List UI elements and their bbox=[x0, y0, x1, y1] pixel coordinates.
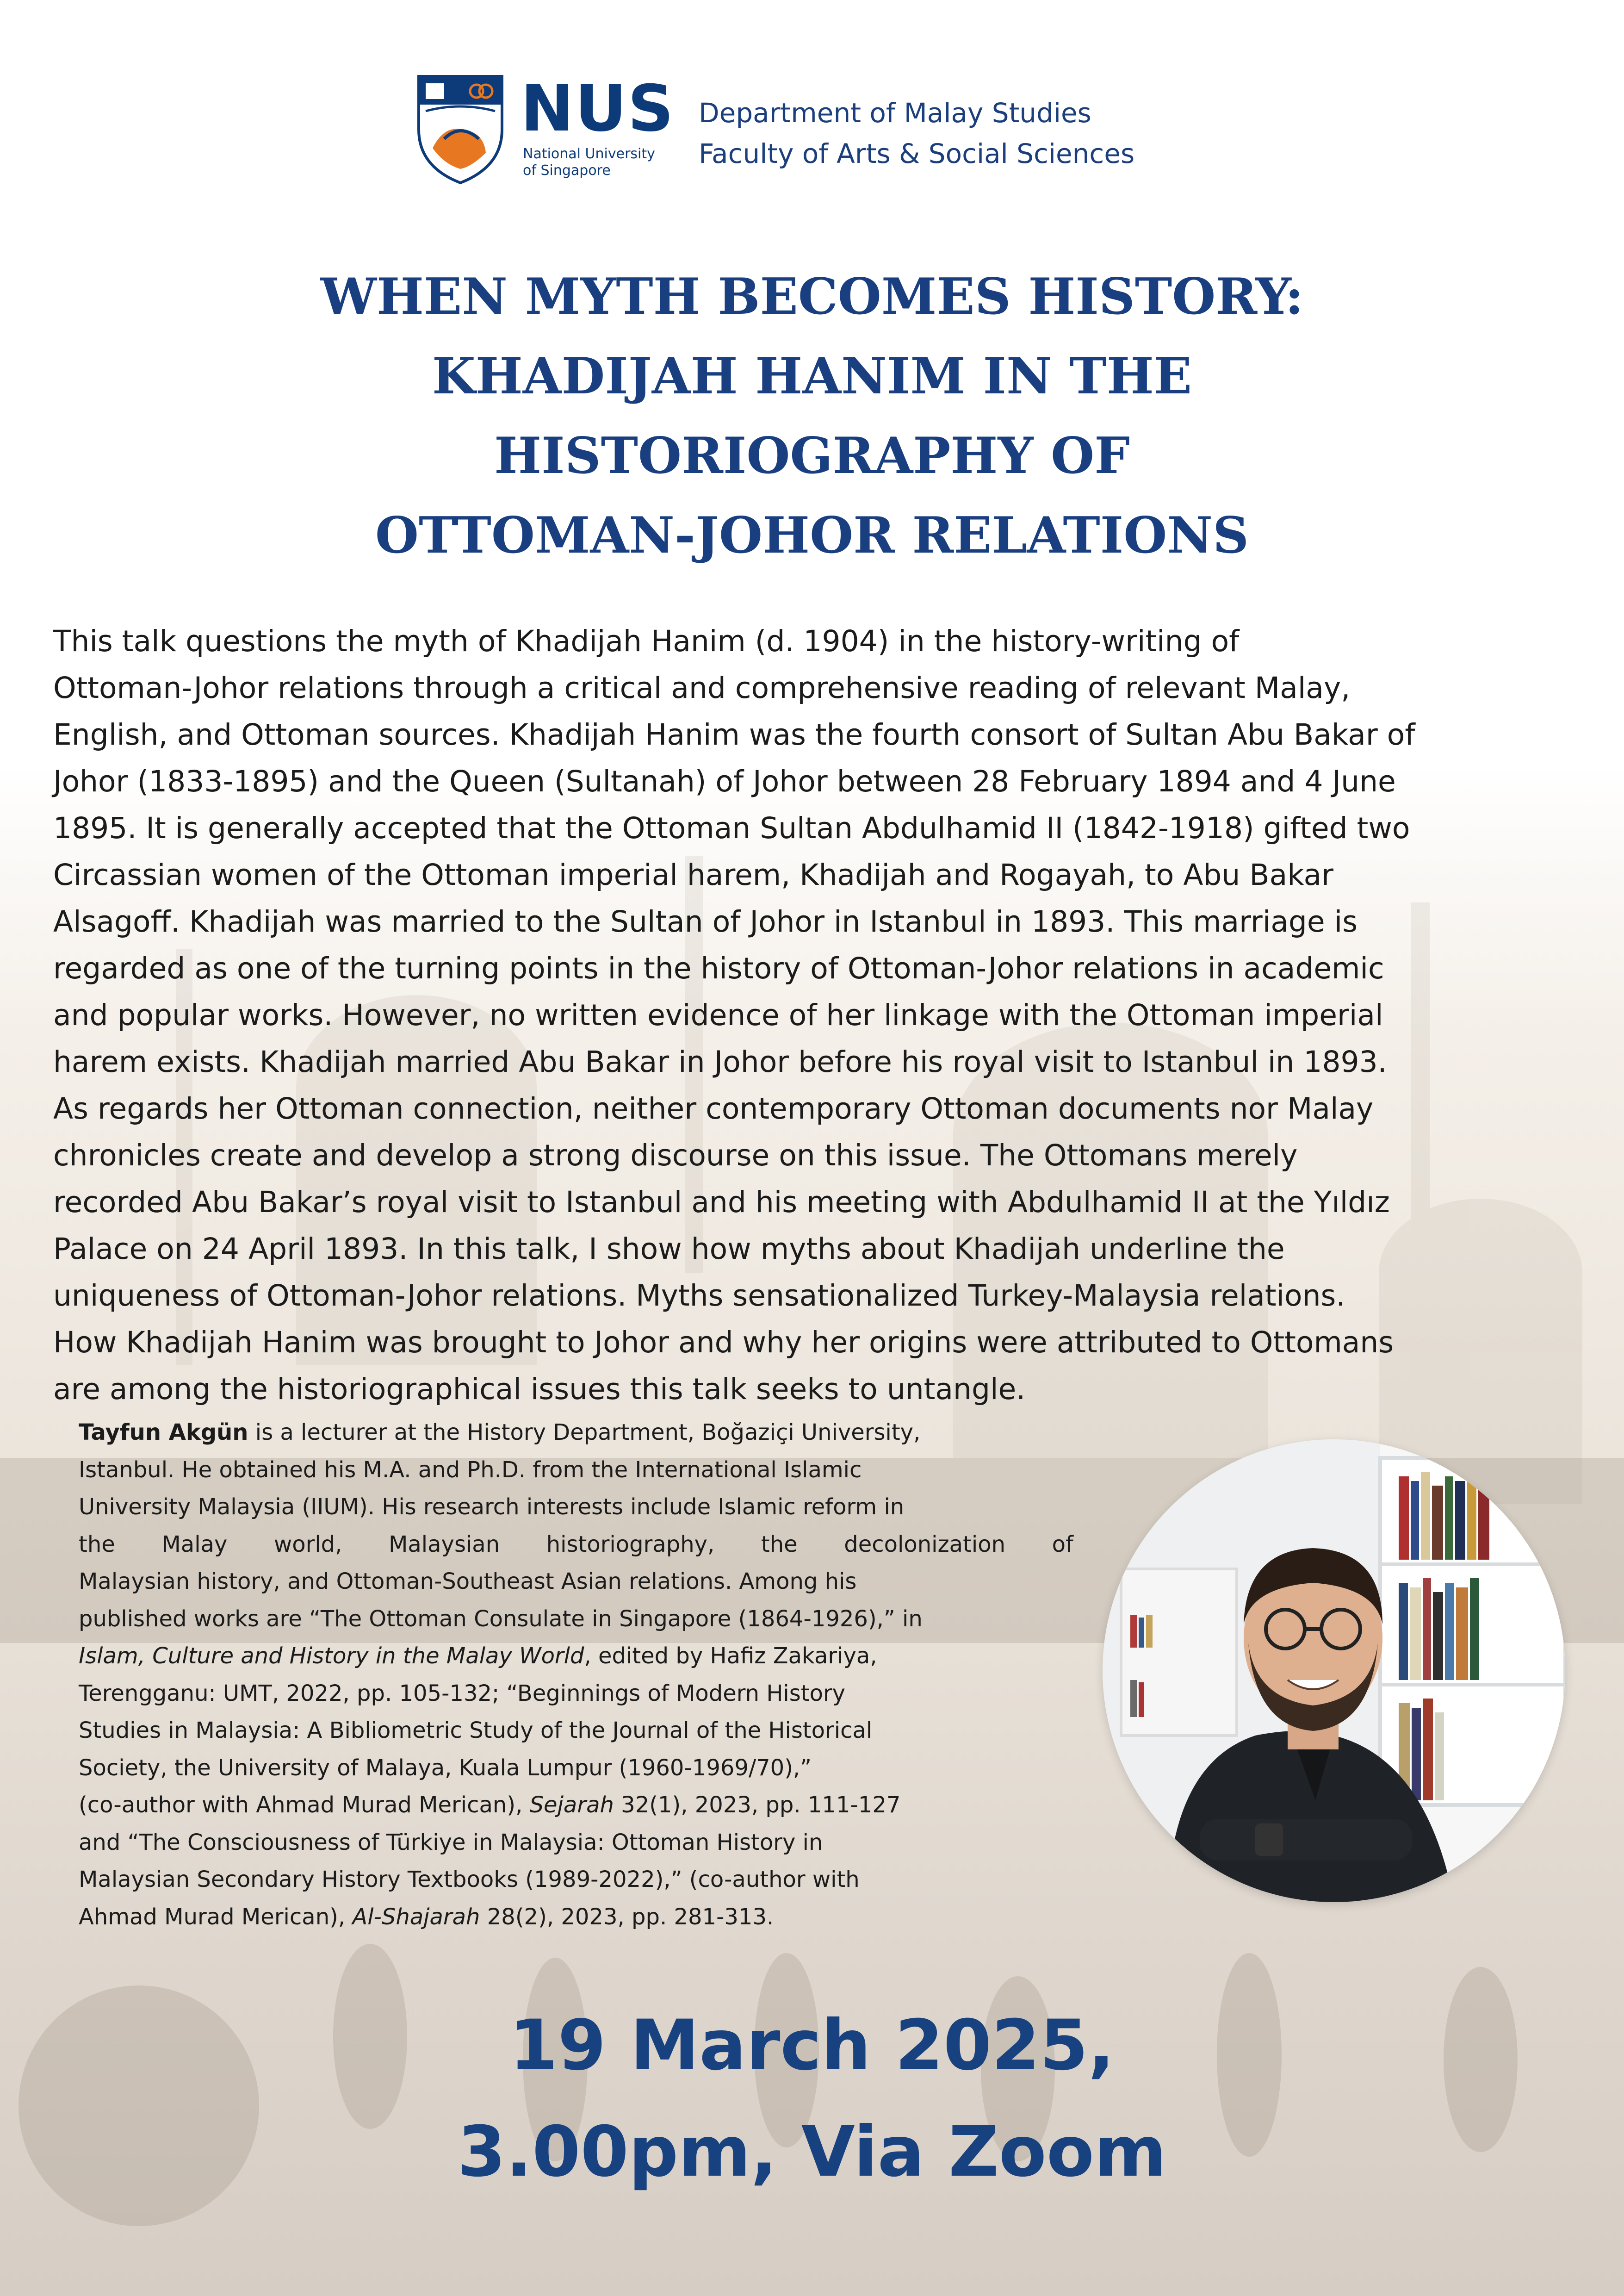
abstract-line: Johor (1833-1895) and the Queen (Sultanah) of Johor between 28 February 1894 and 4 June bbox=[53, 765, 1396, 798]
journal-title: Al-Shajarah bbox=[352, 1904, 480, 1930]
event-time-venue: 3.00pm, Via Zoom bbox=[457, 2112, 1167, 2192]
bio-word: the bbox=[761, 1531, 798, 1557]
bio-text: 28(2), 2023, pp. 281-313. bbox=[480, 1904, 774, 1930]
bio-line: published works are “The Ottoman Consulate in Singapore (1864-1926),” in bbox=[79, 1605, 923, 1632]
speaker-portrait-illustration bbox=[1103, 1439, 1565, 1902]
bio-text: (co-author with Ahmad Murad Merican), bbox=[79, 1792, 530, 1818]
bio-line: Studies in Malaysia: A Bibliometric Study of the Journal of the Historical bbox=[79, 1717, 873, 1743]
title-line: WHEN MYTH BECOMES HISTORY: bbox=[320, 268, 1304, 326]
nus-sub-line2: of Singapore bbox=[523, 162, 611, 179]
bio-word: decolonization bbox=[844, 1531, 1006, 1557]
department-name bbox=[699, 93, 1134, 174]
bio-text: , edited by Hafiz Zakariya, bbox=[584, 1643, 877, 1669]
nus-sub-line1: National University bbox=[523, 146, 655, 162]
bio-line bbox=[79, 1786, 1073, 1824]
abstract-line: are among the historiographical issues this talk seeks to untangle. bbox=[53, 1372, 1026, 1406]
event-date: 19 March 2025, bbox=[509, 2005, 1115, 2086]
bio-line bbox=[79, 1414, 1073, 1451]
bio-line: University Malaysia (IIUM). His research interests include Islamic reform in bbox=[79, 1494, 905, 1520]
abstract-line: How Khadijah Hanim was brought to Johor and why her origins were attributed to Ottomans bbox=[53, 1325, 1394, 1359]
bio-line: Malaysian history, and Ottoman-Southeast Asian relations. Among his bbox=[79, 1568, 857, 1594]
bio-line: Istanbul. He obtained his M.A. and Ph.D. from the International Islamic bbox=[79, 1456, 862, 1483]
bio-text: Ahmad Murad Merican), bbox=[79, 1904, 353, 1930]
dept-line1: Department of Malay Studies bbox=[699, 97, 1091, 129]
abstract-line: English, and Ottoman sources. Khadijah Hanim was the fourth consort of Sultan Abu Bakar of bbox=[53, 718, 1415, 752]
header bbox=[416, 71, 1203, 194]
bio-text: is a lecturer at the History Department, Boğaziçi University, bbox=[255, 1419, 921, 1445]
abstract-line: chronicles create and develop a strong discourse on this issue. The Ottomans merely bbox=[53, 1139, 1298, 1172]
abstract-line: Palace on 24 April 1893. In this talk, I show how myths about Khadijah underline the bbox=[53, 1232, 1285, 1266]
bio-word: world, bbox=[273, 1531, 342, 1557]
bio-line bbox=[79, 1898, 1073, 1936]
abstract-line: Alsagoff. Khadijah was married to the Sultan of Johor in Istanbul in 1893. This marriage is bbox=[53, 905, 1358, 939]
dept-line2: Faculty of Arts & Social Sciences bbox=[699, 138, 1135, 169]
nus-crest-icon bbox=[416, 74, 504, 185]
bio-text: 32(1), 2023, pp. 111-127 bbox=[614, 1792, 901, 1818]
abstract-line: Circassian women of the Ottoman imperial harem, Khadijah and Rogayah, to Abu Bakar bbox=[53, 858, 1334, 892]
speaker-photo bbox=[1103, 1439, 1565, 1902]
bio-word: of bbox=[1052, 1531, 1073, 1557]
abstract-line: 1895. It is generally accepted that the Ottoman Sultan Abdulhamid II (1842-1918) gifted two bbox=[53, 811, 1410, 845]
speaker-name: Tayfun Akgün bbox=[79, 1419, 248, 1445]
abstract-line: harem exists. Khadijah married Abu Bakar in Johor before his royal visit to Istanbul in 1893. bbox=[53, 1045, 1387, 1079]
bio-line: Malaysian Secondary History Textbooks (1989-2022),” (co-author with bbox=[79, 1867, 860, 1892]
abstract bbox=[53, 618, 1557, 1412]
bio-line: and “The Consciousness of Türkiye in Malaysia: Ottoman History in bbox=[79, 1829, 823, 1855]
journal-title: Sejarah bbox=[529, 1792, 614, 1818]
abstract-line: As regards her Ottoman connection, neither contemporary Ottoman documents nor Malay bbox=[53, 1092, 1374, 1126]
bio-word: Malaysian bbox=[388, 1531, 500, 1557]
abstract-line: This talk questions the myth of Khadijah Hanim (d. 1904) in the history-writing of bbox=[53, 624, 1240, 658]
abstract-line: regarded as one of the turning points in the history of Ottoman-Johor relations in academic bbox=[53, 952, 1384, 985]
nus-logo-word: NUS bbox=[521, 71, 675, 146]
bio-line bbox=[79, 1526, 1073, 1563]
nus-logo-subtitle bbox=[523, 146, 662, 179]
speaker-bio bbox=[79, 1414, 1073, 1935]
title-line: HISTORIOGRAPHY OF bbox=[494, 427, 1130, 485]
bio-word: Malay bbox=[161, 1531, 228, 1557]
bio-line bbox=[79, 1637, 1073, 1675]
title-line: KHADIJAH HANIM IN THE bbox=[432, 347, 1192, 405]
bio-line: Terengganu: UMT, 2022, pp. 105-132; “Beginnings of Modern History bbox=[79, 1680, 846, 1706]
bio-word: the bbox=[79, 1531, 115, 1557]
talk-title bbox=[93, 257, 1531, 575]
book-title: Islam, Culture and History in the Malay World bbox=[79, 1643, 584, 1669]
abstract-line: Ottoman-Johor relations through a critical and comprehensive reading of relevant Malay, bbox=[53, 671, 1351, 705]
abstract-line: and popular works. However, no written evidence of her linkage with the Ottoman imperial bbox=[53, 998, 1383, 1032]
bio-line: Society, the University of Malaya, Kuala Lumpur (1960-1969/70),” bbox=[79, 1755, 812, 1781]
abstract-line: recorded Abu Bakar’s royal visit to Istanbul and his meeting with Abdulhamid II at the Yıldız bbox=[53, 1185, 1390, 1219]
title-line: OTTOMAN-JOHOR RELATIONS bbox=[375, 506, 1249, 565]
abstract-line: uniqueness of Ottoman-Johor relations. Myths sensationalized Turkey-Malaysia relations. bbox=[53, 1279, 1345, 1313]
bio-word: historiography, bbox=[546, 1531, 715, 1557]
event-details bbox=[139, 1992, 1485, 2205]
